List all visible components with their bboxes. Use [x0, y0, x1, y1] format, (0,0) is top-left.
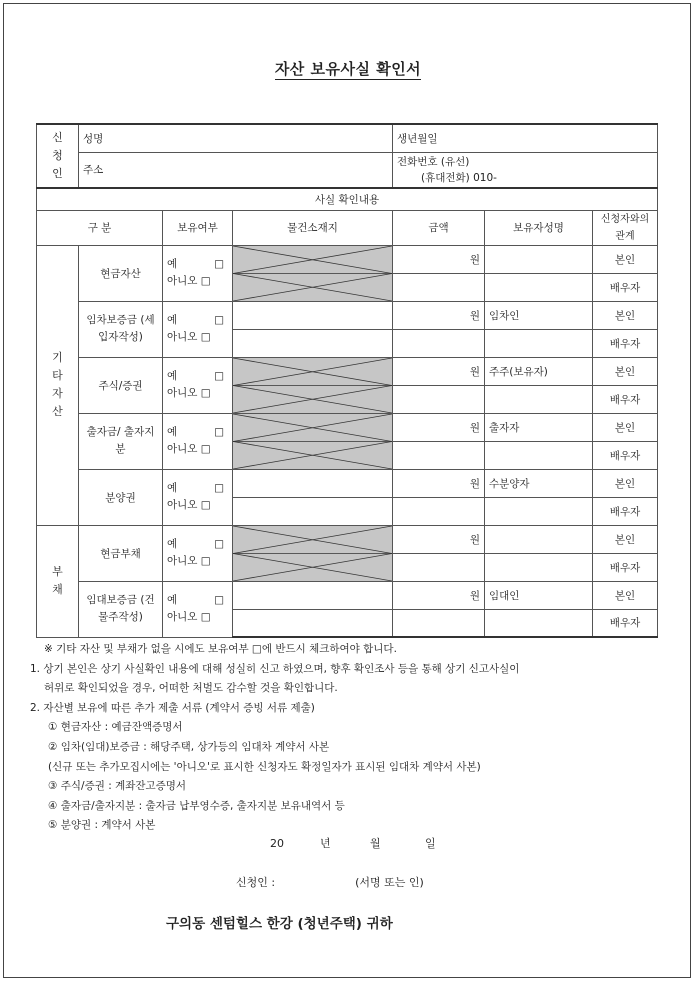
owner-field[interactable] [485, 329, 593, 357]
document-title: 자산 보유사실 확인서 [274, 60, 422, 78]
date-year-prefix: 20 [270, 837, 284, 850]
owner-field[interactable]: 임대인 [485, 581, 593, 609]
section-title: 사실 확인내용 [37, 188, 658, 210]
relation-spouse: 배우자 [593, 329, 658, 357]
relation-spouse: 배우자 [593, 497, 658, 525]
owned-choice-cash-debt[interactable]: 예 □ 아니오 □ [163, 525, 233, 581]
table-row [37, 245, 658, 273]
birth-field[interactable]: 생년월일 [393, 124, 658, 152]
relation-spouse: 배우자 [593, 609, 658, 637]
table-row [37, 357, 658, 385]
applicant-row-1 [37, 124, 658, 152]
row-label-presale-right: 분양권 [79, 469, 163, 525]
amount-field[interactable] [393, 497, 485, 525]
group-debt: 부 채 [37, 525, 79, 637]
amount-field[interactable]: 원 [393, 581, 485, 609]
footnote-star: ※ 기타 자산 및 부채가 없을 시에도 보유여부 □에 반드시 체크하여야 합니다. [44, 643, 397, 655]
location-field[interactable] [233, 497, 393, 525]
section-title-row [37, 188, 658, 210]
owner-field[interactable] [485, 441, 593, 469]
relation-spouse: 배우자 [593, 553, 658, 581]
name-field[interactable]: 성명 [79, 124, 393, 152]
relation-self: 본인 [593, 245, 658, 273]
doc-item-2-note: (신규 또는 추가모집시에는 '아니오'로 표시한 신청자도 확정일자가 표시된 임대차 계약서 사본) [48, 760, 481, 773]
header-location: 물건소재지 [233, 210, 393, 245]
amount-field[interactable]: 원 [393, 525, 485, 553]
owner-field[interactable] [485, 609, 593, 637]
row-label-lease-deposit: 임차보증금 (세입자작성) [79, 301, 163, 357]
location-field[interactable] [233, 301, 393, 329]
doc-item-3: ③ 주식/증권 : 계좌잔고증명서 [48, 780, 187, 793]
owner-field[interactable]: 출자자 [485, 413, 593, 441]
doc-item-1: ① 현금자산 : 예금잔액증명서 [48, 721, 183, 734]
address-field[interactable]: 주소 [79, 152, 393, 188]
owner-field[interactable] [485, 497, 593, 525]
header-owned: 보유여부 [163, 210, 233, 245]
date-line [270, 835, 436, 851]
owner-field[interactable]: 임차인 [485, 301, 593, 329]
relation-self: 본인 [593, 301, 658, 329]
table-row [37, 581, 658, 609]
row-label-rental-deposit: 임대보증금 (건물주작성) [79, 581, 163, 637]
amount-field[interactable]: 원 [393, 357, 485, 385]
row-label-stocks: 주식/증권 [79, 357, 163, 413]
table-row [37, 301, 658, 329]
relation-spouse: 배우자 [593, 273, 658, 301]
location-disabled [233, 525, 393, 581]
header-row [37, 210, 658, 245]
amount-field[interactable]: 원 [393, 245, 485, 273]
owner-field[interactable] [485, 525, 593, 553]
row-label-investment: 출자금/ 출자지분 [79, 413, 163, 469]
header-owner: 보유자성명 [485, 210, 593, 245]
relation-self: 본인 [593, 469, 658, 497]
phone-field[interactable]: 전화번호 (유선) (휴대전화) 010- [393, 152, 658, 188]
owned-choice-lease-deposit[interactable]: 예 □ 아니오 □ [163, 301, 233, 357]
date-year: 년 [320, 837, 331, 850]
amount-field[interactable] [393, 441, 485, 469]
recipient: 구의동 센텀힐스 한강 (청년주택) 귀하 [166, 916, 393, 932]
owner-field[interactable] [485, 273, 593, 301]
amount-field[interactable] [393, 385, 485, 413]
applicant-side-label: 신 청 인 [37, 124, 79, 188]
signature-label: 신청인 : [236, 876, 276, 889]
location-field[interactable] [233, 469, 393, 497]
location-field[interactable] [233, 609, 393, 637]
header-amount: 금액 [393, 210, 485, 245]
amount-field[interactable]: 원 [393, 301, 485, 329]
signature-line [236, 874, 424, 890]
table-row [37, 525, 658, 553]
asset-table [36, 123, 658, 638]
owner-field[interactable] [485, 385, 593, 413]
relation-self: 본인 [593, 413, 658, 441]
date-month: 월 [370, 837, 381, 850]
owner-field[interactable]: 주주(보유자) [485, 357, 593, 385]
owned-choice-rental-deposit[interactable]: 예 □ 아니오 □ [163, 581, 233, 637]
header-category: 구 분 [37, 210, 163, 245]
doc-item-4: ④ 출자금/출자지분 : 출자금 납부영수증, 출자지분 보유내역서 등 [48, 799, 345, 812]
owned-choice-stocks[interactable]: 예 □ 아니오 □ [163, 357, 233, 413]
header-relation: 신청자와의 관계 [593, 210, 658, 245]
table-row [37, 413, 658, 441]
footnote-2: 2. 자산별 보유에 따른 추가 제출 서류 (계약서 증빙 서류 제출) [30, 701, 315, 714]
amount-field[interactable] [393, 273, 485, 301]
signature-hint: (서명 또는 인) [355, 876, 424, 889]
relation-self: 본인 [593, 357, 658, 385]
relation-spouse: 배우자 [593, 441, 658, 469]
row-label-cash: 현금자산 [79, 245, 163, 301]
footnotes [30, 640, 660, 836]
location-disabled [233, 245, 393, 301]
owner-field[interactable] [485, 553, 593, 581]
relation-self: 본인 [593, 525, 658, 553]
row-label-cash-debt: 현금부채 [79, 525, 163, 581]
owned-choice-cash[interactable]: 예 □ 아니오 □ [163, 245, 233, 301]
date-day: 일 [425, 837, 436, 850]
table-row [37, 469, 658, 497]
doc-item-2: ② 임차(임대)보증금 : 해당주택, 상가등의 임대차 계약서 사본 [48, 740, 330, 753]
doc-item-5: ⑤ 분양권 : 계약서 사본 [48, 819, 156, 832]
amount-field[interactable]: 원 [393, 469, 485, 497]
amount-field[interactable] [393, 553, 485, 581]
footnote-1a: 1. 상기 본인은 상기 사실확인 내용에 대해 성실히 신고 하였으며, 향후 확인조사 등을 통해 상기 신고사실이 [30, 662, 520, 675]
owner-field[interactable] [485, 245, 593, 273]
owner-field[interactable]: 수분양자 [485, 469, 593, 497]
amount-field[interactable] [393, 609, 485, 637]
group-other-assets: 기 타 자 산 [37, 245, 79, 525]
location-field[interactable] [233, 581, 393, 609]
amount-field[interactable]: 원 [393, 413, 485, 441]
applicant-row-2 [37, 152, 658, 188]
owned-choice-investment[interactable]: 예 □ 아니오 □ [163, 413, 233, 469]
location-disabled [233, 413, 393, 469]
relation-spouse: 배우자 [593, 385, 658, 413]
location-field[interactable] [233, 329, 393, 357]
location-disabled [233, 357, 393, 413]
owned-choice-presale-right[interactable]: 예 □ 아니오 □ [163, 469, 233, 525]
footnote-1b: 허위로 확인되었을 경우, 어떠한 처벌도 감수할 것을 확인합니다. [44, 682, 338, 695]
relation-self: 본인 [593, 581, 658, 609]
amount-field[interactable] [393, 329, 485, 357]
